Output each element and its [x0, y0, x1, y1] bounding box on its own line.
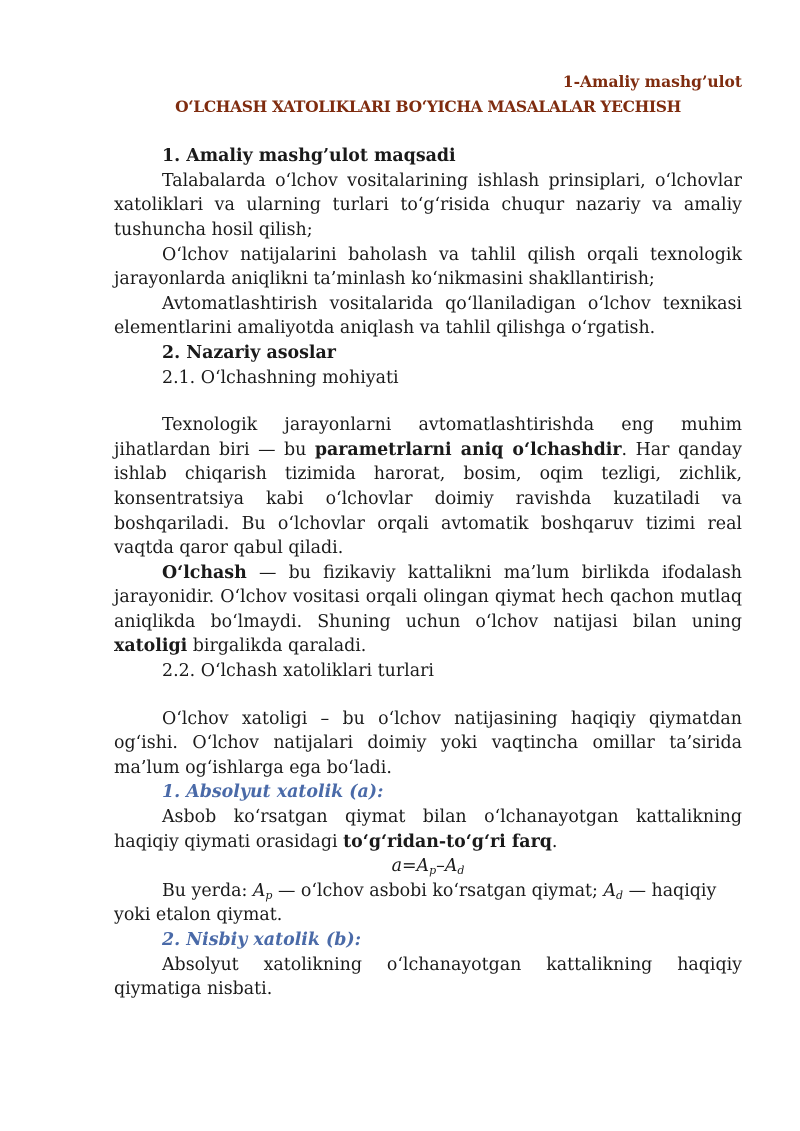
essence-paragraph-2: O‘lchash — bu fizikaviy kattalikni ma’lum birlikda ifodalash jarayonidir. O‘lchov vositasi orqali olingan qiymat hech qachon mutlaq aniqlikda bo‘lmaydi. Shuning uchun o‘lchov natijasi bilan uning xatoligi birgalikda qaraladi.	[114, 562, 742, 657]
section-heading-theory: 2. Nazariy asoslar	[162, 342, 336, 363]
formula-explanation-line-2: yoki etalon qiymat.	[114, 905, 283, 926]
absolute-error-paragraph: Asbob ko‘rsatgan qiymat bilan o‘lchanayotgan kattalikning haqiqiy qiymati orasidagi to‘g‘ridan-to‘g‘ri farq.	[114, 807, 742, 852]
error-definition-paragraph: O‘lchov xatoligi – bu o‘lchov natijasining haqiqiy qiymatdan og‘ishi. O‘lchov natijalari doimiy yoki vaqtincha omillar ta’sirida ma’lum og‘ishlarga ega bo‘ladi.	[114, 708, 742, 778]
bold-term: O‘lchash	[162, 562, 247, 583]
essence-paragraph-1: Texnologik jarayonlarni avtomatlashtirishda eng muhim jihatlardan biri — bu parametrlarni aniq o‘lchashdir. Har qanday ishlab chiqarish tizimida harorat, bosim, oqim tezligi, zichlik, konsentratsiya kabi o‘lchovlar doimiy ravishda kuzatiladi va boshqariladi. Bu o‘lchovlar orqali avtomatik boshqaruv tizimi real vaqtda qaror qabul qiladi.	[114, 415, 742, 559]
page-content	[114, 70, 742, 1002]
bold-term: parametrlarni aniq o‘lchashdir	[314, 439, 622, 460]
goal-paragraph-3: Avtomatlashtirish vositalarida qo‘llaniladigan o‘lchov texnikasi elementlarini amaliyotda aniqlash va tahlil qilishga o‘rgatish.	[114, 293, 742, 339]
goal-paragraph-2: O‘lchov natijalarini baholash va tahlil qilish orqali texnologik jarayonlarda aniqlikni ta’minlash ko‘nikmasini shakllantirish;	[114, 244, 742, 290]
spacer	[114, 390, 742, 413]
formula-explanation-line-1: Bu yerda: $A_p$ — o‘lchov asbobi ko‘rsatgan qiymat; $A_d$ — haqiqiy	[162, 880, 717, 902]
absolute-error-formula: $a=A_p-A_d$	[391, 856, 465, 878]
absolute-error-heading: 1. Absolyut xatolik (a):	[162, 782, 384, 803]
section-heading-goal: 1. Amaliy mashg’ulot maqsadi	[162, 146, 456, 167]
bold-term: to‘g‘ridan-to‘g‘ri farq	[343, 831, 552, 852]
relative-error-heading: 2. Nisbiy xatolik (b):	[162, 930, 362, 950]
goal-paragraph-1: Talabalarda o‘lchov vositalarining ishlash prinsiplari, o‘lchovlar xatoliklari va ularning turlari to‘g‘risida chuqur nazariy va amaliy tushuncha hosil qilish;	[114, 170, 742, 240]
subsection-heading-error-types: 2.2. O‘lchash xatoliklari turlari	[162, 661, 434, 682]
bold-term: xatoligi	[114, 636, 188, 657]
subsection-heading-essence: 2.1. O‘lchashning mohiyati	[162, 367, 399, 388]
relative-error-paragraph: Absolyut xatolikning o‘lchanayotgan kattalikning haqiqiy qiymatiga nisbati.	[114, 954, 742, 1000]
page-title: O‘LCHASH XATOLIKLARI BO‘YICHA MASALALAR YECHISH	[175, 96, 681, 116]
spacer	[114, 684, 742, 707]
lesson-label: 1-Amaliy mashg’ulot	[562, 72, 742, 91]
